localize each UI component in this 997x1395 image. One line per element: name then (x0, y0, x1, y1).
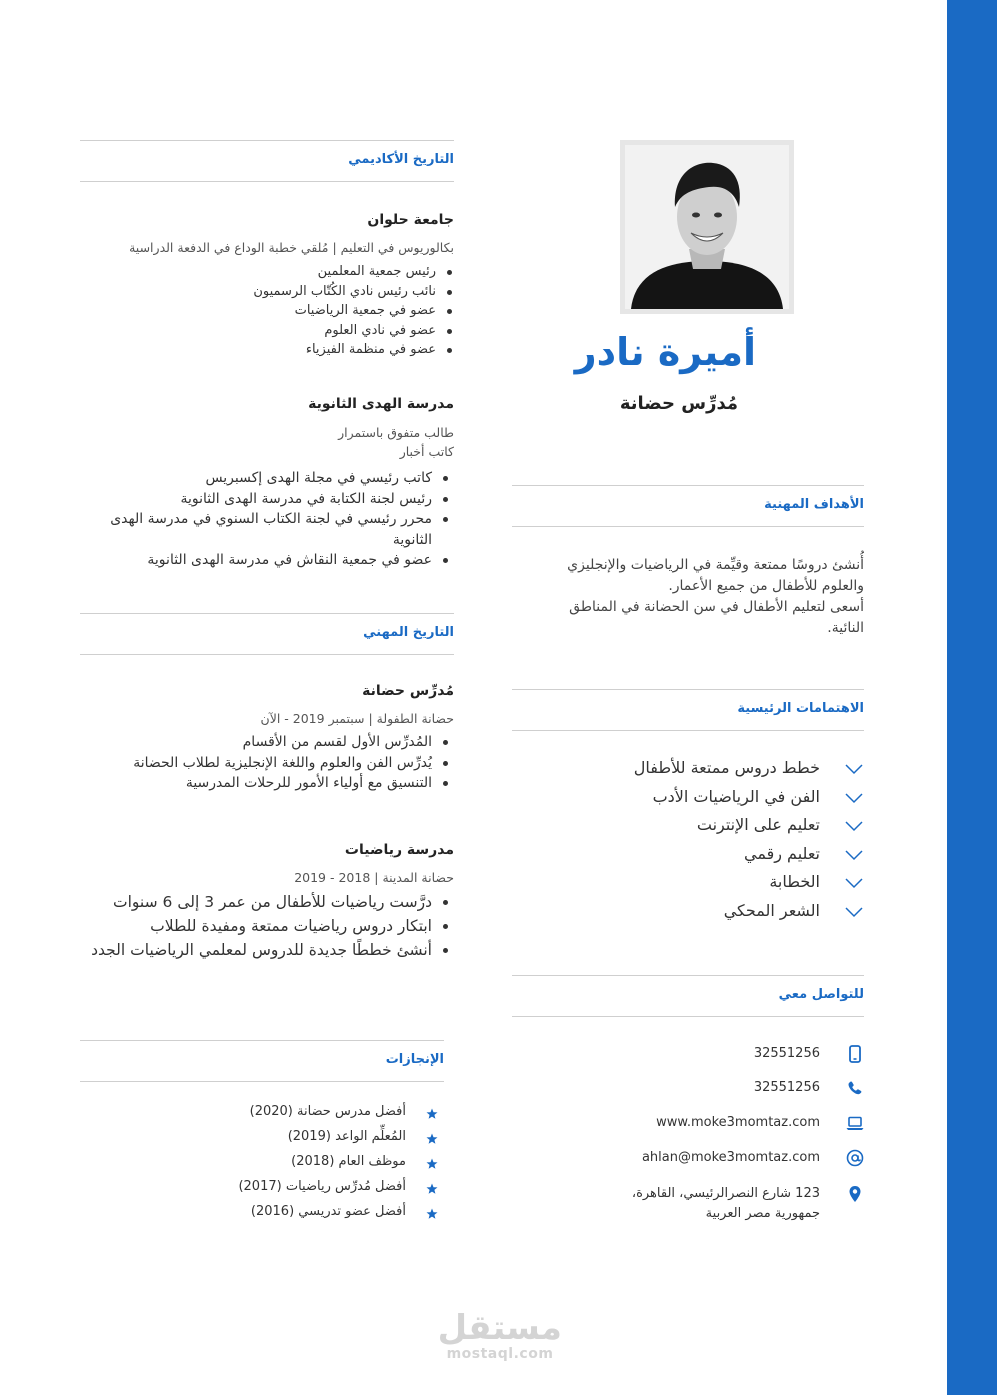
profile-photo-icon (625, 145, 789, 309)
list-item: كاتب رئيسي في مجلة الهدى إكسبريس (88, 468, 450, 489)
entry-subtitle: بكالوريوس في التعليم | مُلقي خطبة الوداع في الدفعة الدراسية (129, 240, 454, 255)
list-item: عضو في نادي العلوم (154, 321, 454, 341)
contact-heading: للتواصل معي (778, 987, 864, 1002)
chevron-down-icon (844, 848, 864, 862)
list-item (512, 844, 864, 873)
chevron-down-icon (844, 762, 864, 776)
objectives-heading-bar (512, 485, 864, 527)
achievements-list (238, 1104, 438, 1229)
interest-label: الفن في الرياضيات الأدب (652, 786, 820, 806)
entry-title: مدرسة الهدى الثانوية (308, 396, 454, 412)
star-icon (426, 1133, 438, 1145)
star-icon (426, 1108, 438, 1120)
achievement-label: المُعلِّم الواعد (2019) (287, 1129, 406, 1144)
entry-subtitle: كاتب أخبار (399, 444, 454, 459)
academic-heading-bar (80, 140, 454, 182)
profile-photo (620, 140, 794, 314)
chevron-down-icon (844, 819, 864, 833)
star-icon (426, 1208, 438, 1220)
chevron-down-icon (844, 876, 864, 890)
professional-heading: التاريخ المهني (363, 625, 454, 640)
list-item: محرر رئيسي في لجنة الكتاب السنوي في مدرسة الهدى الثانوية (88, 509, 450, 550)
address-line: جمهورية مصر العربية (705, 1206, 820, 1221)
objectives-line: أُنشئ دروسًا ممتعة وقيِّمة في الرياضيات والإنجليزي (567, 557, 864, 573)
list-item: ابتكار دروس رياضيات ممتعة ومفيدة للطلاب (80, 914, 450, 938)
entry-title: مُدرِّس حضانة (362, 683, 454, 699)
candidate-name: أميرة نادر (574, 330, 756, 374)
accent-side-bar (947, 0, 997, 1395)
interests-heading-bar (512, 689, 864, 731)
contact-phone (512, 1078, 864, 1098)
list-item: يُدرِّس الفن والعلوم واللغة الإنجليزية لطلاب الحضانة (120, 753, 450, 774)
academic-heading: التاريخ الأكاديمي (348, 152, 454, 167)
contact-mobile (512, 1044, 864, 1064)
email-link[interactable]: ahlan@moke3momtaz.com (641, 1150, 820, 1165)
entry-subtitle: طالب متفوق باستمرار (338, 425, 454, 440)
phone-number[interactable]: 32551256 (753, 1080, 820, 1095)
achievements-heading-bar (80, 1040, 444, 1082)
objectives-line: أسعى لتعليم الأطفال في سن الحضانة في المناطق (569, 599, 864, 615)
website-link[interactable]: www.moke3momtaz.com (656, 1115, 820, 1130)
interest-label: تعليم على الإنترنت (696, 815, 820, 834)
mobile-number[interactable]: 32551256 (753, 1046, 820, 1061)
objectives-text (524, 555, 864, 639)
star-icon (426, 1183, 438, 1195)
chevron-down-icon (844, 791, 864, 805)
interest-label: الخطابة (769, 872, 820, 891)
entry-subtitle: حضانة المدينة | 2018 - 2019 (294, 870, 454, 885)
list-item: التنسيق مع أولياء الأمور للرحلات المدرسية (120, 773, 450, 794)
chevron-down-icon (844, 905, 864, 919)
watermark-sub: mostaql.com (446, 1346, 554, 1362)
star-icon (426, 1158, 438, 1170)
contact-address (512, 1184, 864, 1224)
interest-label: الشعر المحكي (723, 900, 820, 920)
achievement-label: أفضل عضو تدريسي (2016) (250, 1204, 406, 1219)
list-item (238, 1204, 438, 1229)
interests-heading: الاهتمامات الرئيسية (737, 701, 864, 716)
academic-bullets-2 (88, 468, 450, 571)
professional-heading-bar (80, 613, 454, 655)
main-column (80, 0, 454, 1395)
list-item: رئيس لجنة الكتابة في مدرسة الهدى الثانوية (88, 489, 450, 510)
interest-label: خطط دروس ممتعة للأطفال (633, 758, 820, 777)
list-item: نائب رئيس نادي الكُتّاب الرسميون (154, 282, 454, 302)
interest-label: تعليم رقمي (744, 843, 820, 863)
address-line: 123 شارع النصرالرئيسي، القاهرة، (631, 1186, 820, 1201)
objectives-line: النائية. (827, 620, 864, 636)
list-item: عضو في منظمة الفيزياء (154, 340, 454, 360)
achievement-label: أفضل مُدرِّس رياضيات (2017) (238, 1179, 406, 1194)
achievement-label: موظف العام (2018) (291, 1154, 406, 1169)
list-item (512, 787, 864, 816)
list-item (512, 901, 864, 930)
list-item: درَّست رياضيات للأطفال من عمر 3 إلى 6 سنوات (80, 890, 450, 914)
academic-bullets-1 (154, 262, 454, 360)
mobile-phone-icon (846, 1045, 864, 1063)
at-sign-icon (846, 1149, 864, 1167)
entry-title: مدرسة رياضيات (344, 842, 454, 858)
contact-email (512, 1148, 864, 1168)
interests-list (512, 758, 864, 929)
list-item: رئيس جمعية المعلمين (154, 262, 454, 282)
objectives-heading: الأهداف المهنية (764, 497, 864, 512)
objectives-line: والعلوم للأطفال من جميع الأعمار. (668, 578, 864, 594)
achievements-heading: الإنجازات (385, 1052, 444, 1067)
watermark-main: مستقل (437, 1308, 562, 1348)
location-pin-icon (846, 1185, 864, 1203)
watermark-logo (438, 1310, 562, 1362)
list-item (238, 1154, 438, 1179)
list-item: المُدرِّس الأول لقسم من الأقسام (120, 732, 450, 753)
list-item (238, 1179, 438, 1204)
achievement-label: أفضل مدرس حضانة (2020) (249, 1104, 406, 1119)
sidebar-column (512, 0, 864, 1395)
entry-subtitle: حضانة الطفولة | سبتمبر 2019 - الآن (260, 711, 454, 726)
list-item (512, 872, 864, 901)
list-item (238, 1104, 438, 1129)
list-item: أنشئ خططًا جديدة للدروس لمعلمي الرياضيات الجدد (80, 938, 450, 962)
contact-website (512, 1113, 864, 1133)
list-item: عضو في جمعية النقاش في مدرسة الهدى الثانوية (88, 550, 450, 571)
list-item (512, 815, 864, 844)
list-item (238, 1129, 438, 1154)
laptop-icon (846, 1114, 864, 1132)
professional-bullets-2 (80, 890, 450, 962)
list-item: عضو في جمعية الرياضيات (154, 301, 454, 321)
candidate-job-title: مُدرِّس حضانة (619, 393, 738, 414)
professional-bullets-1 (120, 732, 450, 794)
contact-heading-bar (512, 975, 864, 1017)
phone-icon (846, 1079, 864, 1097)
list-item (512, 758, 864, 787)
entry-title: جامعة حلوان (367, 212, 454, 228)
